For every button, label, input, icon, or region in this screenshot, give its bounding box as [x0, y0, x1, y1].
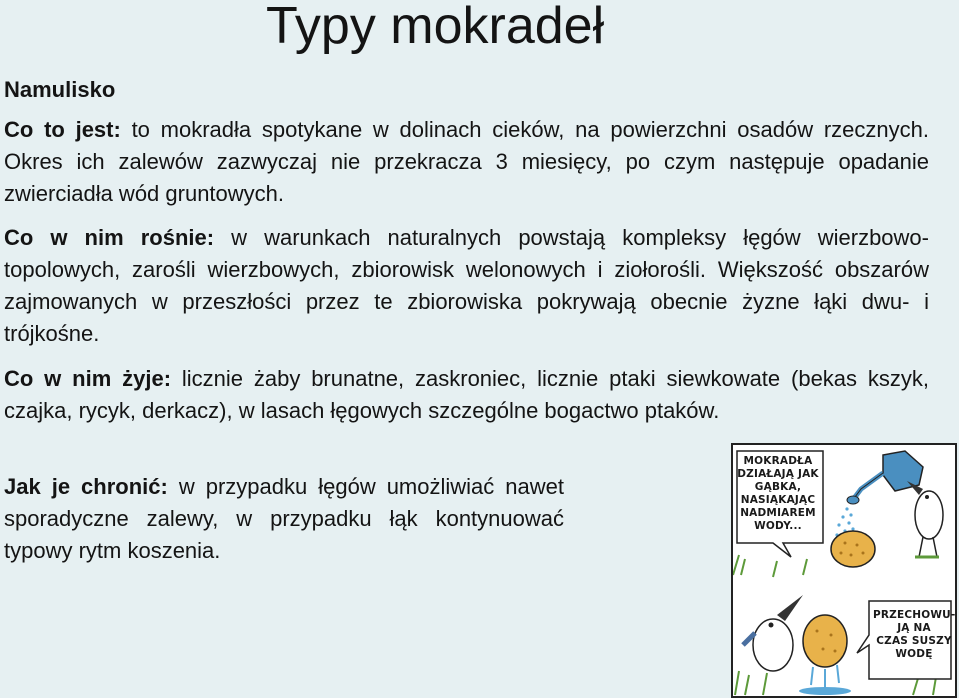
- label-what-lives: Co w nim żyje:: [4, 366, 172, 391]
- label-how-to-protect: Jak je chronić:: [4, 474, 168, 499]
- paragraph-how-to-protect: [4, 471, 564, 567]
- speech-bubble-1-text: MOKRADŁA DZIAŁAJĄ JAK GĄBKA, NASIĄKAJĄC NADMIAREM WODY...: [737, 455, 819, 532]
- text-what-is-it: to mokradła spotykane w dolinach cieków, na powierzchni osadów rzecznych. Okres ich zalewów zazwyczaj nie przekracza 3 miesięcy, po czym następuje opadanie zwierciadła wód gruntowych.: [4, 117, 929, 206]
- label-what-grows: Co w nim rośnie:: [4, 225, 215, 250]
- speech-bubble-2-text: PRZECHOWU- JĄ NA CZAS SUSZY WODĘ: [873, 609, 956, 660]
- paragraph-what-is-it: [4, 114, 929, 210]
- text-what-grows: w warunkach naturalnych powstają kompleksy łęgów wierzbowo-topolowych, zarośli wierzbowych, zbiorowisk welonowych i ziołorośli. Większość obszarów zajmowanych w przeszłości przez te zbiorowiska pokrywają obecnie żyzne łąki dwu- i trójkośne.: [4, 225, 929, 346]
- wetland-sponge-cartoon: [731, 443, 957, 698]
- label-what-is-it: Co to jest:: [4, 117, 121, 142]
- page-title: Typy mokradeł: [266, 0, 605, 55]
- paragraph-what-lives: [4, 363, 929, 427]
- sponge-top-icon: [831, 531, 875, 567]
- text-what-lives: licznie żaby brunatne, zaskroniec, licznie ptaki siewkowate (bekas kszyk, czajka, rycyk, derkacz), w lasach łęgowych szczególne bogactwo ptaków.: [4, 366, 930, 423]
- text-how-to-protect: w przypadku łęgów umożliwiać nawet sporadyczne zalewy, w przypadku łąk kontynuować typowy rytm koszenia.: [4, 474, 564, 563]
- paragraph-what-grows: [4, 222, 929, 350]
- section-heading: Namulisko: [4, 77, 116, 102]
